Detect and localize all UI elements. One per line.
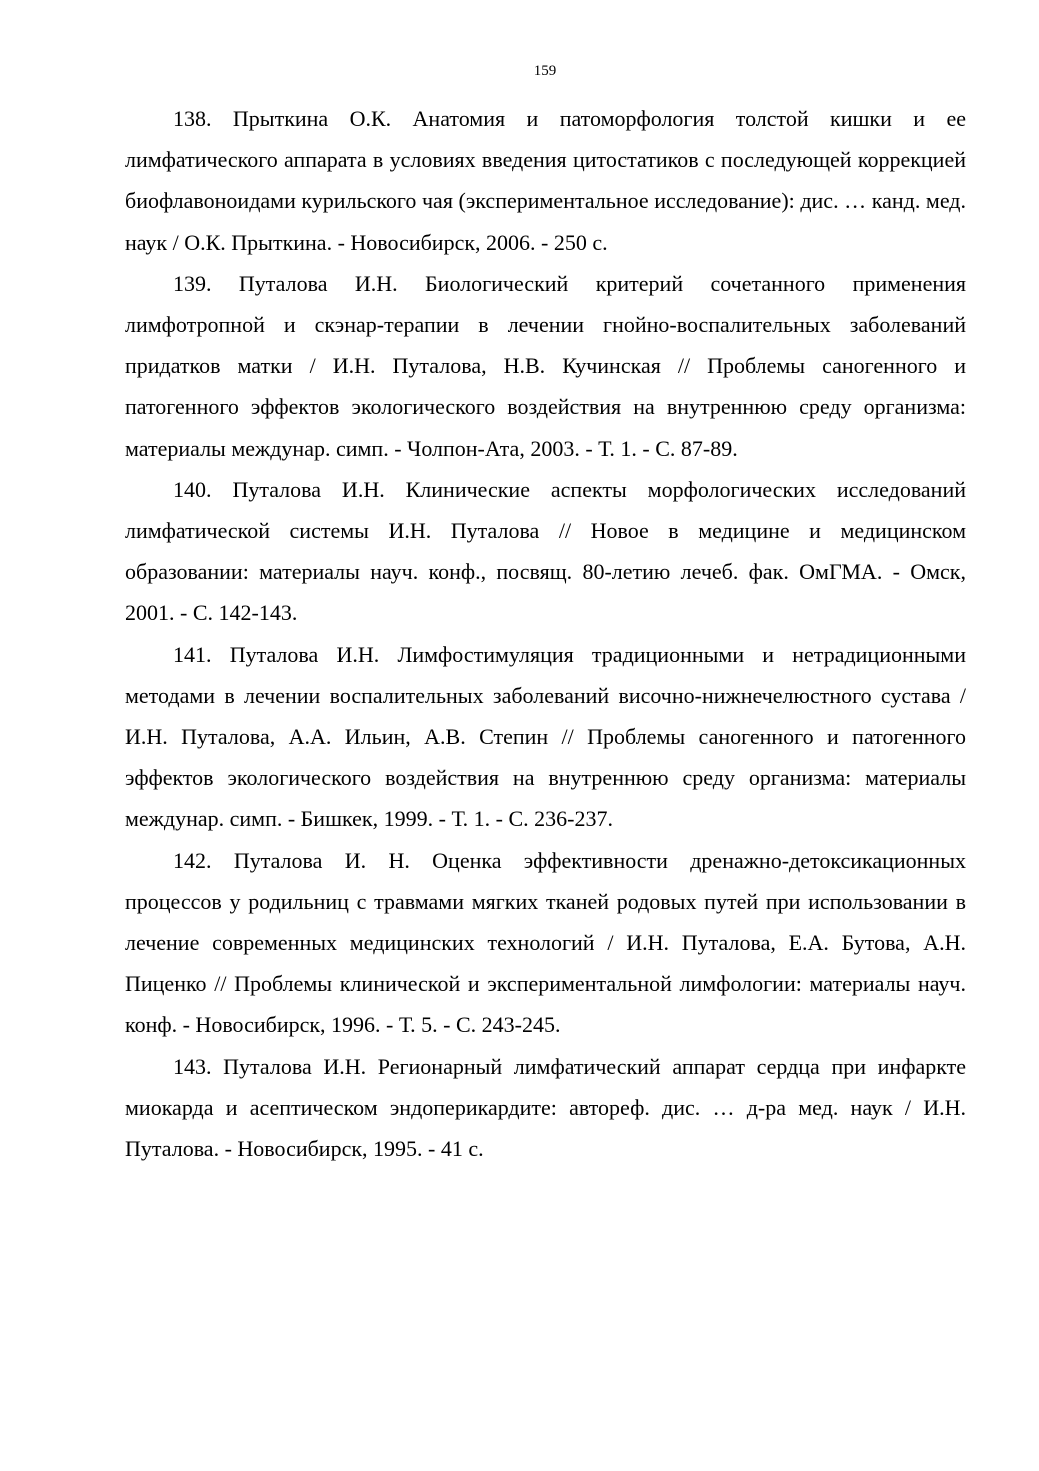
page-number: 159 [533, 63, 557, 79]
reference-item [125, 98, 966, 263]
reference-list [125, 98, 966, 1169]
reference-text: Прыткина О.К. Анатомия и патоморфология толстой кишки и ее лимфатического аппарата в условиях введения цитостатиков с последующей коррекцией биофлавоноидами курильского чая (экспериментальное исследование): дис. … канд. мед. наук / О.К. Прыткина. - Новосибирск, 2006. - 250 с. [125, 106, 966, 255]
reference-item [125, 1046, 966, 1170]
reference-number: 143. [173, 1053, 212, 1079]
reference-item [125, 840, 966, 1046]
reference-item [125, 634, 966, 840]
reference-number: 142. [173, 847, 212, 873]
reference-number: 140. [173, 476, 212, 502]
reference-text: Путалова И. Н. Оценка эффективности дренажно-детоксикационных процессов у родильниц с травмами мягких тканей родовых путей при использовании в лечение современных медицинских технологий / И.Н. Путалова, Е.А. Бутова, А.Н. Пиценко // Проблемы клинической и экспериментальной лимфологии: материалы науч. конф. - Новосибирск, 1996. - Т. 5. - С. 243-245. [125, 847, 966, 1038]
reference-item [125, 469, 966, 634]
reference-number: 138. [173, 106, 212, 131]
reference-text: Путалова И.Н. Регионарный лимфатический аппарат сердца при инфаркте миокарда и асептическом эндоперикардите: автореф. дис. … д-ра мед. наук / И.Н. Путалова. - Новосибирск, 1995. - 41 с. [125, 1053, 966, 1162]
reference-text: Путалова И.Н. Лимфостимуляция традиционными и нетрадиционными методами в лечении воспалительных заболеваний височно-нижнечелюстного сустава / И.Н. Путалова, А.А. Ильин, А.В. Степин // Проблемы саногенного и патогенного эффектов экологического воздействия на внутреннюю среду организма: материалы междунар. симп. - Бишкек, 1999. - Т. 1. - С. 236-237. [125, 641, 966, 832]
reference-number: 139. [173, 270, 212, 296]
reference-text: Путалова И.Н. Клинические аспекты морфологических исследований лимфатической системы И.Н. Путалова // Новое в медицине и медицинском образовании: материалы науч. конф., посвящ. 80-летию лечеб. фак. ОмГМА. - Омск, 2001. - С. 142-143. [125, 476, 967, 626]
reference-item [125, 263, 966, 469]
reference-number: 141. [173, 641, 212, 667]
reference-text: Путалова И.Н. Биологический критерий сочетанного применения лимфотропной и скэнар-терапии в лечении гнойно-воспалительных заболеваний придатков матки / И.Н. Путалова, Н.В. Кучинская // Проблемы саногенного и патогенного эффектов экологического воздействия на внутреннюю среду организма: материалы междунар. симп. - Чолпон-Ата, 2003. - Т. 1. - С. 87-89. [125, 270, 967, 461]
